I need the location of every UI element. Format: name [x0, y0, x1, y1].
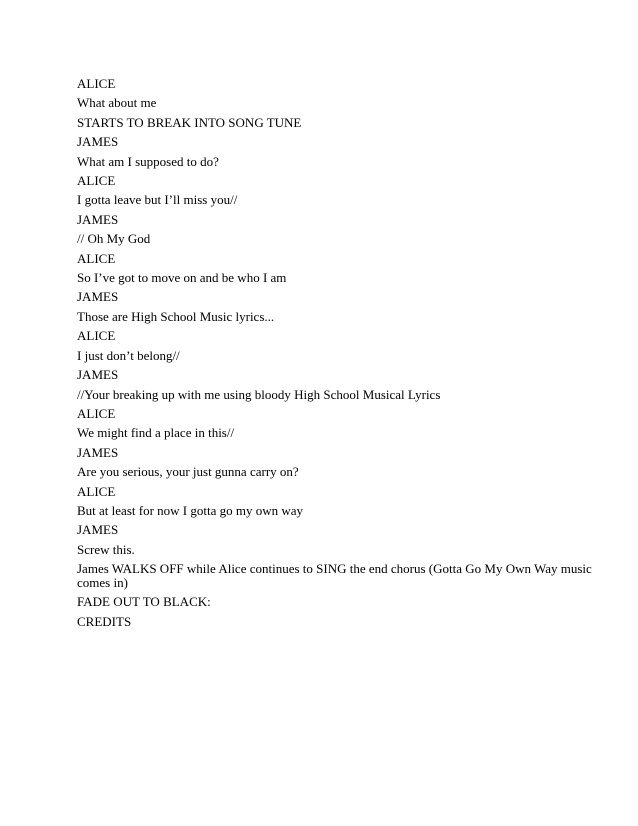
credits-heading: CREDITS [77, 613, 132, 629]
dialogue-line: // Oh My God [77, 231, 151, 247]
dialogue-line: //Your breaking up with me using bloody High School Musical Lyrics [77, 386, 441, 402]
character-name: ALICE [77, 328, 116, 344]
stage-direction: STARTS TO BREAK INTO SONG TUNE [77, 114, 302, 130]
script-body [77, 74, 597, 631]
dialogue-line: I just don’t belong// [77, 347, 180, 363]
dialogue-line: We might find a place in this// [77, 425, 235, 441]
dialogue-line: Are you serious, your just gunna carry on? [77, 464, 299, 480]
dialogue-line: Screw this. [77, 541, 135, 557]
stage-direction: James WALKS OFF while Alice continues to SING the end chorus (Gotta Go My Own Way music comes in) [77, 561, 596, 591]
character-name: ALICE [77, 173, 116, 189]
character-name: ALICE [77, 483, 116, 499]
character-name: JAMES [77, 367, 119, 383]
dialogue-line: So I’ve got to move on and be who I am [77, 270, 287, 286]
dialogue-line: Those are High School Music lyrics... [77, 308, 275, 324]
dialogue-line: I gotta leave but I’ll miss you// [77, 192, 238, 208]
character-name: ALICE [77, 405, 116, 421]
dialogue-line: What am I supposed to do? [77, 153, 219, 169]
character-name: ALICE [77, 250, 116, 266]
transition: FADE OUT TO BLACK: [77, 594, 211, 610]
character-name: JAMES [77, 289, 119, 305]
character-name: JAMES [77, 444, 119, 460]
character-name: ALICE [77, 76, 116, 91]
character-name: JAMES [77, 134, 119, 150]
dialogue-line: What about me [77, 95, 157, 111]
character-name: JAMES [77, 211, 119, 227]
dialogue-line: But at least for now I gotta go my own way [77, 502, 304, 518]
character-name: JAMES [77, 522, 119, 538]
